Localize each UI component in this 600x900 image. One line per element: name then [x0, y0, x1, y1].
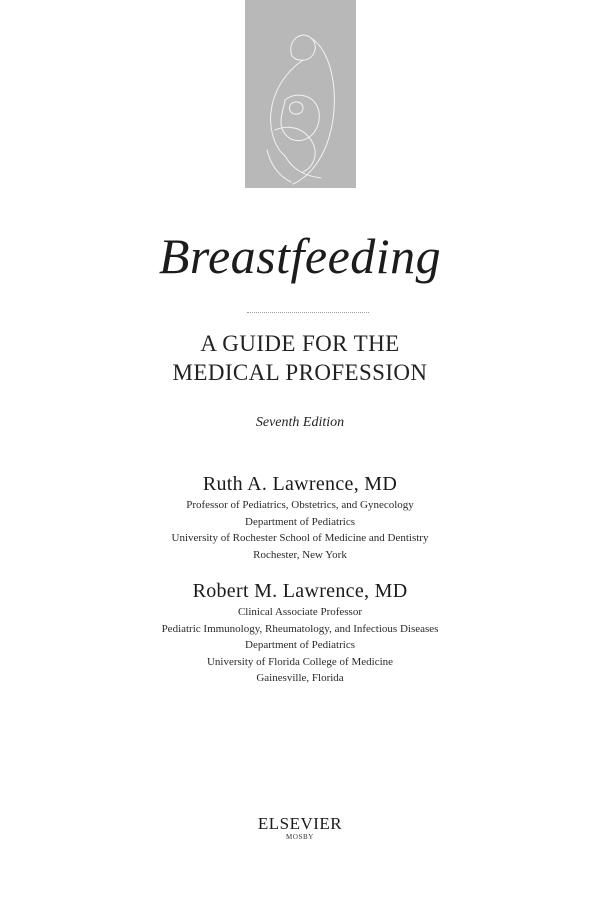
author-affiliation-line: Pediatric Immunology, Rheumatology, and Infectious Diseases	[161, 622, 439, 635]
author-affiliation-line: Clinical Associate Professor	[237, 606, 363, 618]
title-divider	[247, 312, 369, 313]
author-name: Ruth A. Lawrence, MD	[202, 473, 398, 495]
author-affiliation-line: Gainesville, Florida	[256, 672, 344, 684]
publisher-name: ELSEVIER	[257, 814, 343, 833]
author-name: Robert M. Lawrence, MD	[192, 580, 408, 602]
subtitle-line-2: MEDICAL PROFESSION	[172, 360, 428, 385]
author-block-ruth	[0, 471, 600, 563]
publisher-logo	[0, 815, 600, 842]
mother-and-child-line-art-icon	[245, 0, 356, 188]
edition-label: Seventh Edition	[255, 415, 345, 430]
subtitle-line-1: A GUIDE FOR THE	[200, 331, 400, 356]
author-affiliation-line: Department of Pediatrics	[245, 515, 355, 528]
publisher-imprint: MOSBY	[286, 833, 314, 841]
author-affiliation-line: Department of Pediatrics	[245, 639, 355, 651]
cover-art-panel	[245, 0, 356, 188]
book-title: Breastfeeding	[158, 228, 442, 284]
author-affiliation-line: University of Florida College of Medicine	[206, 655, 394, 668]
author-block-robert	[0, 578, 600, 687]
author-affiliation-line: Professor of Pediatrics, Obstetrics, and Gynecology	[186, 499, 414, 511]
book-subtitle	[0, 329, 600, 387]
author-affiliation-line: Rochester, New York	[253, 548, 347, 561]
author-affiliation-line: University of Rochester School of Medicine and Dentistry	[171, 532, 429, 544]
